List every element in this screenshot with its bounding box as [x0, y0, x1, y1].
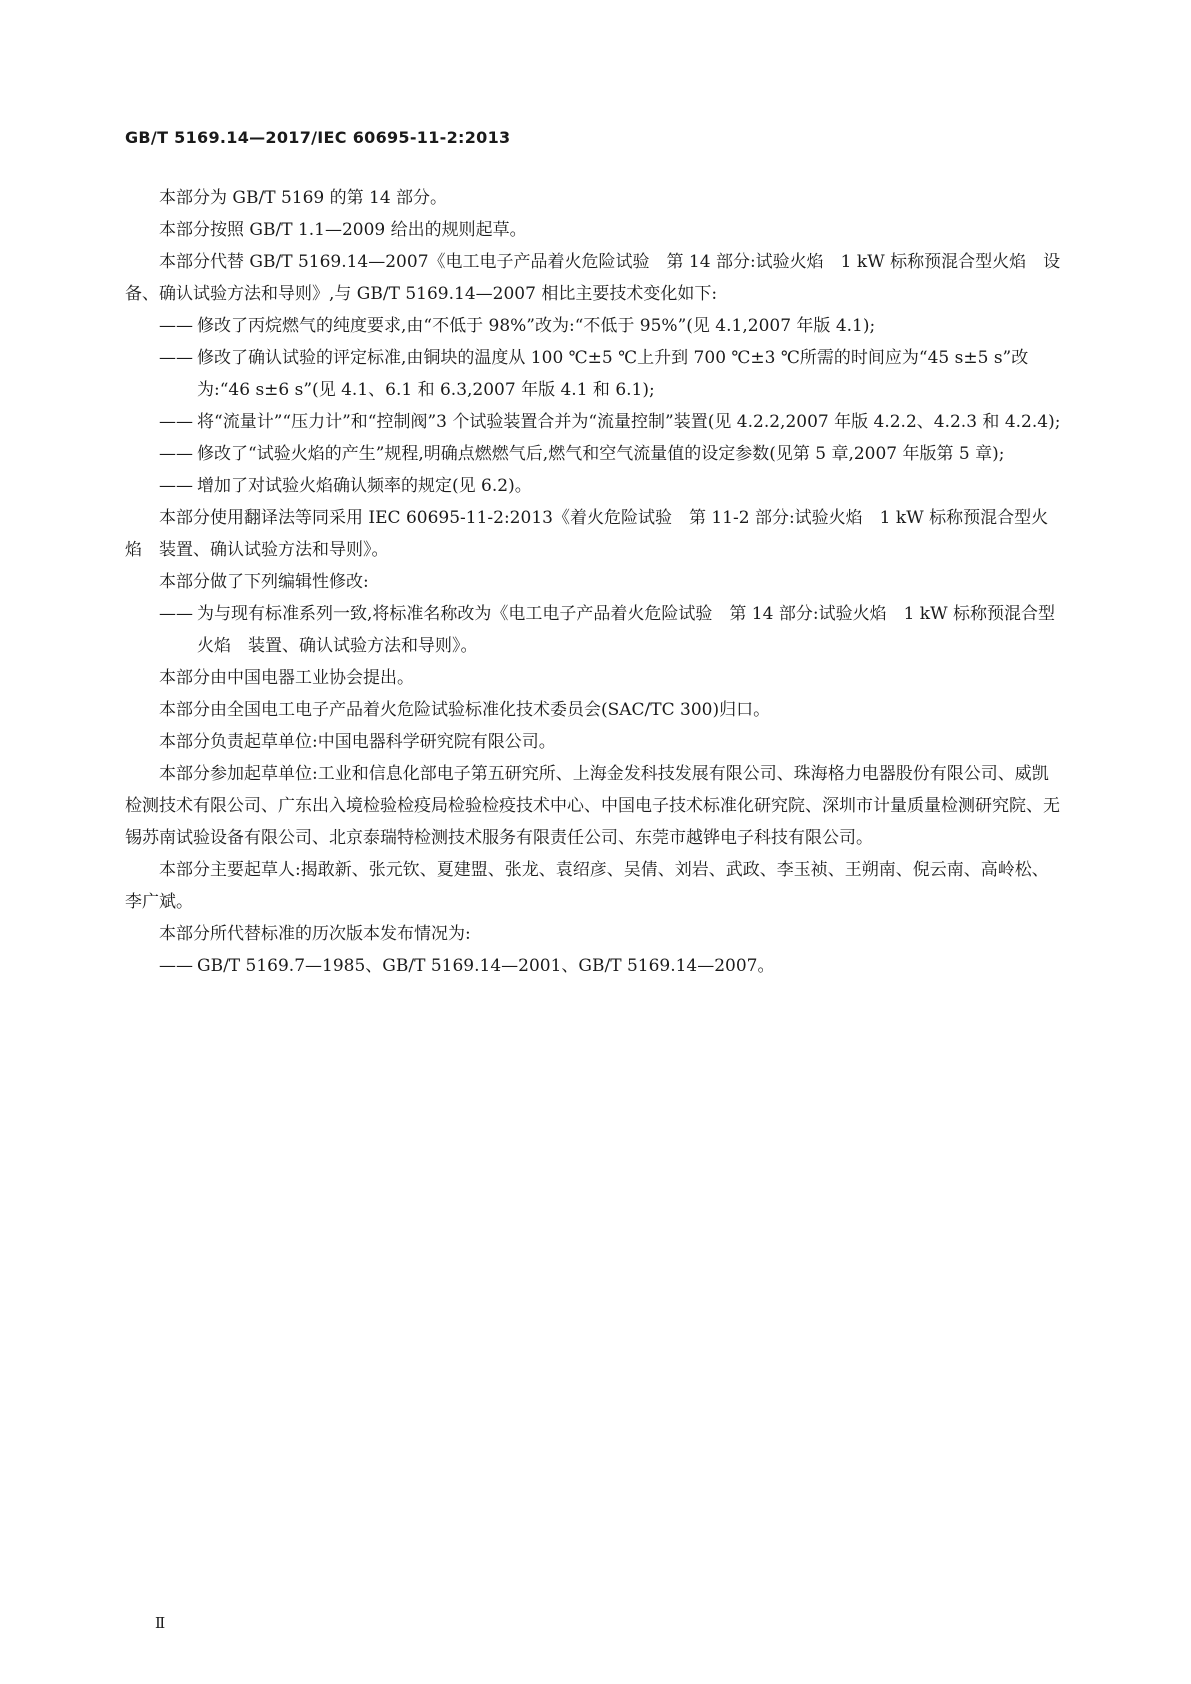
change-text: 增加了对试验火焰确认频率的规定(见 6.2)。: [197, 476, 532, 496]
paragraph-history-intro: 本部分所代替标准的历次版本发布情况为:: [159, 924, 471, 944]
paragraph-responsible-unit: 本部分负责起草单位:中国电器科学研究院有限公司。: [159, 732, 556, 752]
paragraph-part-number: 本部分为 GB/T 5169 的第 14 部分。: [159, 188, 448, 208]
paragraph-proposed-by: 本部分由中国电器工业协会提出。: [159, 668, 414, 688]
editorial-change-text: 为与现有标准系列一致,将标准名称改为《电工电子产品着火危险试验 第 14 部分:试验火焰 1 kW 标称预混合型火焰 装置、确认试验方法和导则》。: [197, 604, 1055, 656]
dash-mark: ——: [159, 348, 193, 368]
history-text: GB/T 5169.7—1985、GB/T 5169.14—2001、GB/T 5169.14—2007。: [197, 956, 775, 976]
change-item: [125, 406, 1065, 438]
dash-mark: ——: [159, 476, 193, 496]
editorial-change-item: [125, 598, 1065, 662]
document-id-header: GB/T 5169.14—2017/IEC 60695-11-2:2013: [125, 128, 511, 147]
change-text: 修改了确认试验的评定标准,由铜块的温度从 100 ℃±5 ℃上升到 700 ℃±3 ℃所需的时间应为“45 s±5 s”改为:“46 s±6 s”(见 4.1、6.1 和 6.3,2007 年版 4.1 和 6.1);: [197, 348, 1029, 400]
paragraph-centralized-by: 本部分由全国电工电子产品着火危险试验标准化技术委员会(SAC/TC 300)归口。: [159, 700, 771, 720]
dash-mark: ——: [159, 956, 193, 976]
paragraph-replaces: 本部分代替 GB/T 5169.14—2007《电工电子产品着火危险试验 第 14 部分:试验火焰 1 kW 标称预混合型火焰 设备、确认试验方法和导则》,与 GB/T 5169.14—2007 相比主要技术变化如下:: [125, 252, 1061, 304]
change-text: 修改了丙烷燃气的纯度要求,由“不低于 98%”改为:“不低于 95%”(见 4.1,2007 年版 4.1);: [197, 316, 876, 336]
change-text: 将“流量计”“压力计”和“控制阀”3 个试验装置合并为“流量控制”装置(见 4.2.2,2007 年版 4.2.2、4.2.3 和 4.2.4);: [197, 412, 1061, 432]
page-number: Ⅱ: [155, 1614, 166, 1632]
dash-mark: ——: [159, 444, 193, 464]
change-item: [125, 342, 1065, 406]
foreword-body: [125, 182, 1065, 982]
change-item: [125, 438, 1065, 470]
paragraph-translation: 本部分使用翻译法等同采用 IEC 60695-11-2:2013《着火危险试验 第 11-2 部分:试验火焰 1 kW 标称预混合型火焰 装置、确认试验方法和导则》。: [125, 508, 1049, 560]
paragraph-drafting-rules: 本部分按照 GB/T 1.1—2009 给出的规则起草。: [159, 220, 527, 240]
change-item: [125, 310, 1065, 342]
history-item: [125, 950, 1065, 982]
paragraph-drafters: 本部分主要起草人:揭敢新、张元钦、夏建盟、张龙、袁绍彦、吴倩、刘岩、武政、李玉祯、王朔南、倪云南、高岭松、李广斌。: [125, 860, 1049, 912]
paragraph-participating-units: 本部分参加起草单位:工业和信息化部电子第五研究所、上海金发科技发展有限公司、珠海格力电器股份有限公司、威凯检测技术有限公司、广东出入境检验检疫局检验检疫技术中心、中国电子技术标准化研究院、深圳市计量质量检测研究院、无锡苏南试验设备有限公司、北京泰瑞特检测技术服务有限责任公司、东莞市越铧电子科技有限公司。: [125, 764, 1060, 848]
paragraph-editorial-intro: 本部分做了下列编辑性修改:: [159, 572, 369, 592]
change-text: 修改了“试验火焰的产生”规程,明确点燃燃气后,燃气和空气流量值的设定参数(见第 5 章,2007 年版第 5 章);: [197, 444, 1005, 464]
dash-mark: ——: [159, 316, 193, 336]
dash-mark: ——: [159, 412, 193, 432]
change-item: [125, 470, 1065, 502]
dash-mark: ——: [159, 604, 193, 624]
